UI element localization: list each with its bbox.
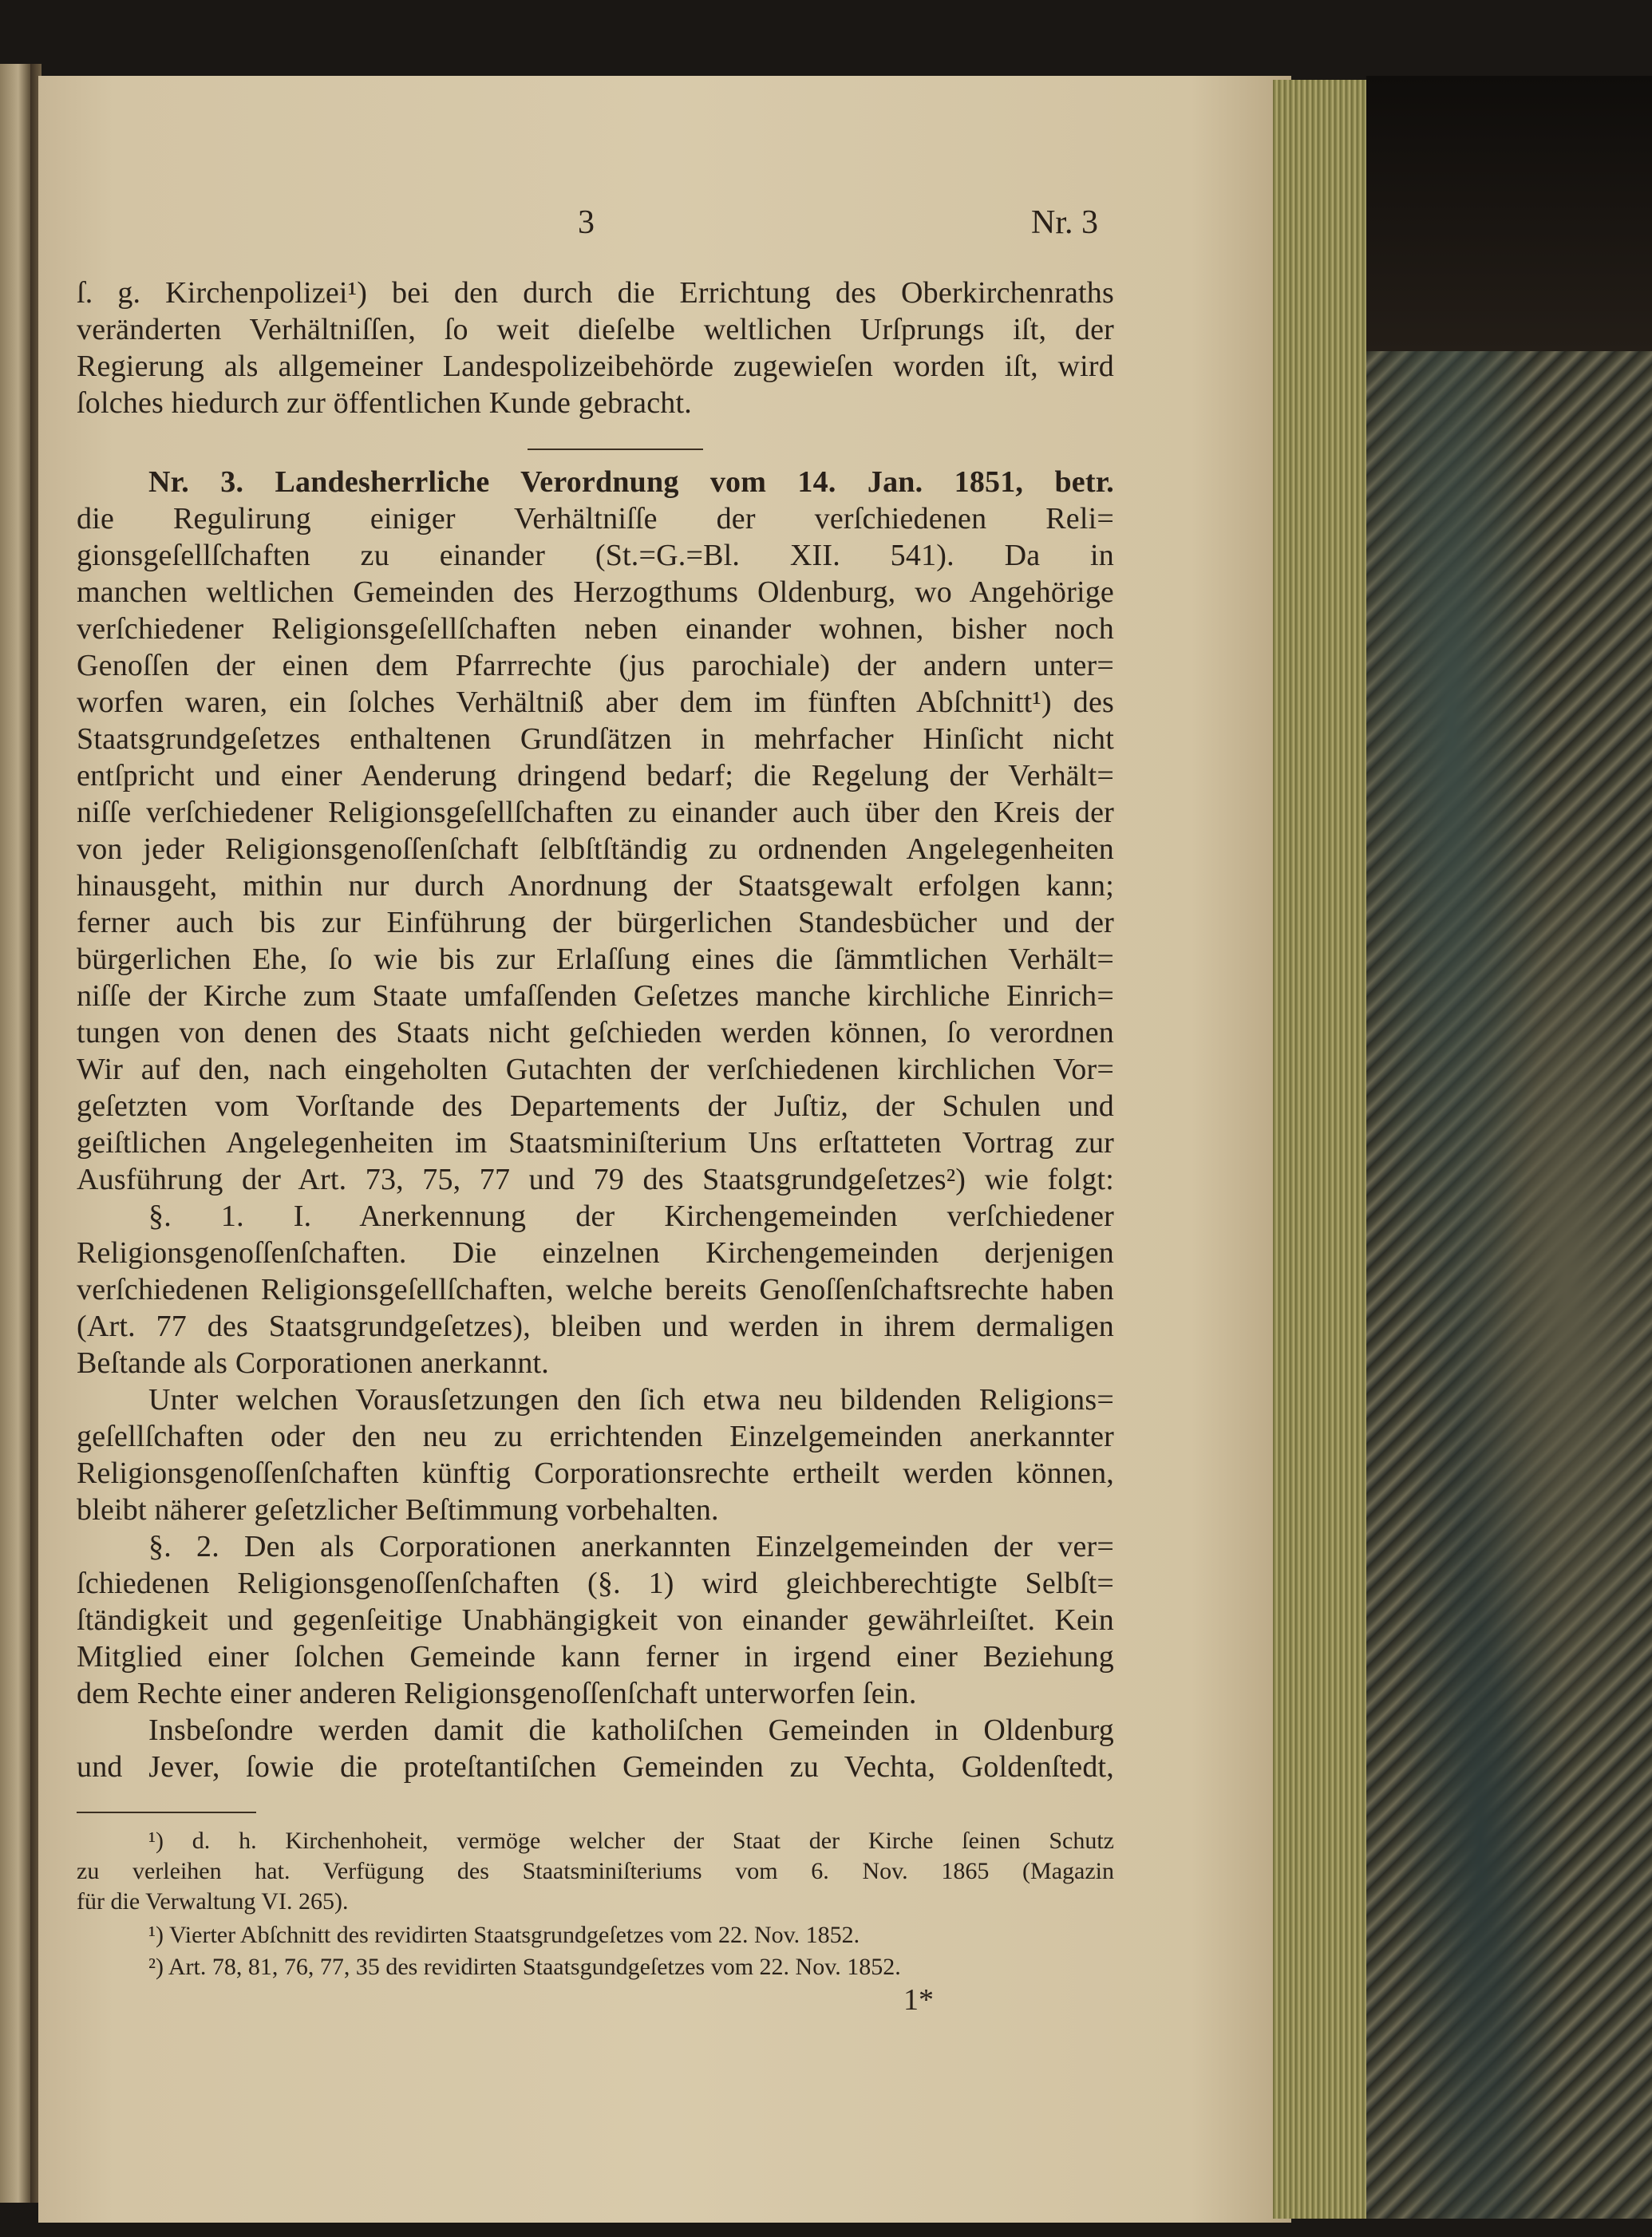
text-line: dem Rechte einer anderen Religionsgenoſſenſchaft unterworfen ſein.	[77, 1677, 917, 1710]
page-block-edge	[1273, 80, 1369, 2219]
signature-mark: 1*	[903, 1983, 934, 2017]
running-head: Nr. 3	[1031, 204, 1098, 241]
text-line: die Regulirung einiger Verhältniſſe der verſchiedenen Reli=	[77, 502, 1114, 536]
text-line: Ausführung der Art. 73, 75, 77 und 79 des Staatsgrundgeſetzes²) wie folgt:	[77, 1163, 1114, 1196]
footnote-line: ²) Art. 78, 81, 76, 77, 35 des revidirten Staatsgundgeſetzes vom 22. Nov. 1852.	[148, 1954, 901, 1980]
paragraph-heading: §. 1. I. Anerkennung der Kirchengemeinden verſchiedener	[148, 1200, 1114, 1233]
footnote-line: ¹) d. h. Kirchenhoheit, vermöge welcher der Staat der Kirche ſeinen Schutz	[148, 1828, 1114, 1854]
text-line: ſtändigkeit und gegenſeitige Unabhängigkeit von einander gewährleiſtet. Kein	[77, 1603, 1114, 1637]
text-line: von jeder Religionsgenoſſenſchaft ſelbſtſtändig zu ordnenden Angelegenheiten	[77, 832, 1114, 866]
text-line: verſchiedenen Religionsgeſellſchaften, welche bereits Genoſſenſchaftsrechte haben	[77, 1273, 1114, 1306]
text-line: (Art. 77 des Staatsgrundgeſetzes), bleiben und werden in ihrem dermaligen	[77, 1310, 1114, 1343]
text-line: ferner auch bis zur Einführung der bürgerlichen Standesbücher und der	[77, 906, 1114, 939]
marbled-cover	[1366, 351, 1652, 2219]
text-line: geſellſchaften oder den neu zu errichtenden Einzelgemeinden anerkannter	[77, 1420, 1114, 1453]
text-line: ſolches hiedurch zur öffentlichen Kunde gebracht.	[77, 386, 692, 420]
cover-shadow	[1366, 76, 1652, 351]
text-line: worfen waren, ein ſolches Verhältniß aber dem im fünften Abſchnitt¹) des	[77, 686, 1114, 719]
section-heading: Nr. 3. Landesherrliche Verordnung vom 14. Jan. 1851, betr.	[148, 465, 1114, 499]
text-line: veränderten Verhältniſſen, ſo weit dieſelbe weltlichen Urſprungs iſt, der	[77, 313, 1114, 346]
text-line: Religionsgenoſſenſchaften künftig Corporationsrechte ertheilt werden können,	[77, 1456, 1114, 1490]
text-line: bürgerlichen Ehe, ſo wie bis zur Erlaſſung eines die ſämmtlichen Verhält=	[77, 943, 1114, 976]
footnote-line: für die Verwaltung VI. 265).	[77, 1888, 349, 1915]
text-line: Unter welchen Vorausſetzungen den ſich etwa neu bildenden Religions=	[148, 1383, 1114, 1417]
text-line: ſ. g. Kirchenpolizei¹) bei den durch die Errichtung des Oberkirchenraths	[77, 276, 1114, 310]
text-line: Insbeſondre werden damit die katholiſchen Gemeinden in Oldenburg	[148, 1713, 1114, 1747]
text-line: tungen von denen des Staats nicht geſchieden werden können, ſo verordnen	[77, 1016, 1114, 1049]
paragraph-heading: §. 2. Den als Corporationen anerkannten Einzelgemeinden der ver=	[148, 1530, 1114, 1563]
text-line: geſetzten vom Vorſtande des Departements der Juſtiz, der Schulen und	[77, 1089, 1114, 1123]
section-divider	[528, 449, 703, 450]
text-line: entſpricht und einer Aenderung dringend bedarf; die Regelung der Verhält=	[77, 759, 1114, 792]
text-line: Regierung als allgemeiner Landespolizeibehörde zugewieſen worden iſt, wird	[77, 350, 1114, 383]
page-number: 3	[578, 204, 595, 241]
text-line: Religionsgenoſſenſchaften. Die einzelnen Kirchengemeinden derjenigen	[77, 1236, 1114, 1270]
text-line: und Jever, ſowie die proteſtantiſchen Gemeinden zu Vechta, Goldenſtedt,	[77, 1750, 1114, 1784]
footnote-line: zu verleihen hat. Verfügung des Staatsminiſteriums vom 6. Nov. 1865 (Magazin	[77, 1858, 1114, 1884]
text-line: Staatsgrundgeſetzes enthaltenen Grundſätzen in mehrfacher Hinſicht nicht	[77, 722, 1114, 756]
footnote-divider	[77, 1812, 256, 1813]
text-line: hinausgeht, mithin nur durch Anordnung der Staatsgewalt erfolgen kann;	[77, 869, 1114, 903]
text-line: niſſe verſchiedener Religionsgeſellſchaften zu einander auch über den Kreis der	[77, 796, 1114, 829]
text-line: Beſtande als Corporationen anerkannt.	[77, 1346, 549, 1380]
text-line: geiſtlichen Angelegenheiten im Staatsminiſterium Uns erſtatteten Vortrag zur	[77, 1126, 1114, 1160]
text-line: manchen weltlichen Gemeinden des Herzogthums Oldenburg, wo Angehörige	[77, 575, 1114, 609]
text-line: gionsgeſellſchaften zu einander (St.=G.=Bl. XII. 541). Da in	[77, 539, 1114, 572]
text-line: bleibt näherer geſetzlicher Beſtimmung vorbehalten.	[77, 1493, 719, 1527]
text-line: ſchiedenen Religionsgenoſſenſchaften (§. 1) wird gleichberechtigte Selbſt=	[77, 1567, 1114, 1600]
text-line: niſſe der Kirche zum Staate umfaſſenden Geſetzes manche kirchliche Einrich=	[77, 979, 1114, 1013]
footnote-line: ¹) Vierter Abſchnitt des revidirten Staatsgrundgeſetzes vom 22. Nov. 1852.	[148, 1922, 860, 1948]
text-line: verſchiedener Religionsgeſellſchaften neben einander wohnen, bisher noch	[77, 612, 1114, 646]
text-line: Wir auf den, nach eingeholten Gutachten der verſchiedenen kirchlichen Vor=	[77, 1053, 1114, 1086]
text-line: Mitglied einer ſolchen Gemeinde kann ferner in irgend einer Beziehung	[77, 1640, 1114, 1674]
text-line: Genoſſen der einen dem Pfarrrechte (jus parochiale) der andern unter=	[77, 649, 1114, 682]
left-page-edge	[0, 64, 30, 2203]
